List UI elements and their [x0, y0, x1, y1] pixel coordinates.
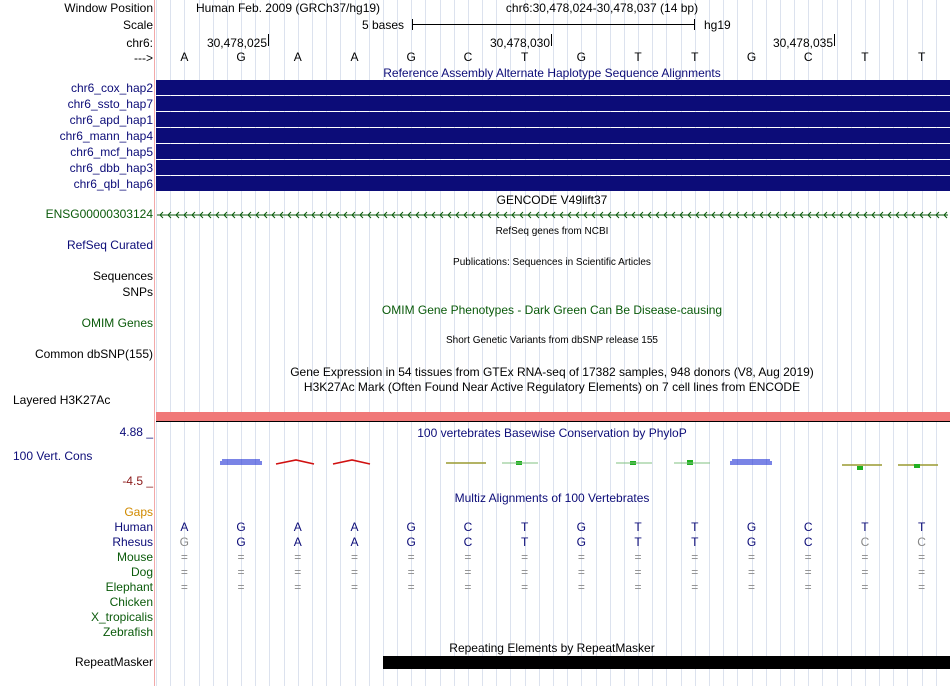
- conservation-max: 4.88 _: [119, 425, 153, 439]
- haplotype-label[interactable]: chr6_apd_hap1: [69, 113, 153, 127]
- aligned-base: =: [464, 580, 472, 594]
- position-readout: chr6:30,478,024-30,478,037 (14 bp): [505, 1, 699, 15]
- ref-base: T: [861, 50, 869, 64]
- omim-title: OMIM Gene Phenotypes - Dark Green Can Be Disease-causing: [381, 303, 723, 317]
- coord-tick: [551, 34, 552, 46]
- aligned-base: =: [180, 580, 188, 594]
- aligned-base: =: [294, 565, 302, 579]
- track-label-refseq[interactable]: RefSeq Curated: [66, 238, 153, 252]
- aligned-base: T: [634, 535, 642, 549]
- aligned-base: =: [691, 565, 699, 579]
- h3k27ac-title: H3K27Ac Mark (Often Found Near Active Regulatory Elements) on 7 cell lines from ENCODE: [303, 380, 801, 394]
- track-label-gaps: Gaps: [124, 505, 153, 519]
- aligned-base: =: [634, 580, 642, 594]
- aligned-base: =: [861, 565, 869, 579]
- ref-base: G: [406, 50, 416, 64]
- repeatmasker-element[interactable]: [383, 656, 950, 669]
- haplotype-bar[interactable]: [156, 96, 950, 111]
- ref-base: A: [293, 50, 302, 64]
- aligned-base: G: [179, 535, 190, 549]
- aligned-base: T: [520, 535, 529, 549]
- aligned-base: =: [464, 565, 472, 579]
- species-label[interactable]: Zebrafish: [102, 625, 153, 639]
- aligned-base: =: [237, 550, 245, 564]
- ref-base: T: [634, 50, 642, 64]
- species-label[interactable]: X_tropicalis: [90, 610, 153, 624]
- scale-bar-right-tick: [694, 19, 695, 30]
- ref-base: C: [463, 50, 473, 64]
- aligned-base: =: [747, 565, 755, 579]
- aligned-base: =: [350, 565, 358, 579]
- aligned-base: =: [237, 565, 245, 579]
- haplotype-label[interactable]: chr6_dbb_hap3: [69, 161, 153, 175]
- h3k27ac-signal[interactable]: [156, 412, 950, 421]
- ref-base: G: [746, 50, 757, 64]
- species-label[interactable]: Elephant: [105, 580, 153, 594]
- ref-base: G: [236, 50, 246, 64]
- chrom-label: chr6:: [126, 36, 153, 50]
- species-label[interactable]: Human: [114, 520, 153, 534]
- aligned-base: =: [407, 550, 415, 564]
- aligned-base: =: [464, 550, 472, 564]
- aligned-base: =: [861, 550, 869, 564]
- coord-tick: [268, 34, 269, 46]
- alt-haplotypes-title: Reference Assembly Alternate Haplotype Sequence Alignments: [383, 66, 721, 80]
- aligned-base: =: [747, 580, 755, 594]
- aligned-base: A: [293, 520, 302, 534]
- track-label-omim[interactable]: OMIM Genes: [81, 316, 153, 330]
- aligned-base: =: [691, 550, 699, 564]
- aligned-base: =: [577, 565, 585, 579]
- coord-tick-label: 30,478,030: [489, 36, 550, 50]
- aligned-base: =: [577, 550, 585, 564]
- scale-db: hg19: [704, 18, 731, 32]
- dbsnp-title: Short Genetic Variants from dbSNP release 155: [446, 335, 658, 346]
- aligned-base: C: [803, 520, 813, 534]
- aligned-base: =: [521, 550, 529, 564]
- aligned-base: G: [406, 520, 416, 534]
- aligned-base: G: [576, 535, 587, 549]
- h3k27ac-baseline: [156, 421, 950, 422]
- repeatmasker-title: Repeating Elements by RepeatMasker: [449, 641, 655, 655]
- aligned-base: C: [463, 520, 473, 534]
- refseq-title: RefSeq genes from NCBI: [495, 226, 609, 237]
- aligned-base: =: [861, 580, 869, 594]
- haplotype-bar[interactable]: [156, 160, 950, 175]
- aligned-base: T: [691, 535, 699, 549]
- scale-text: 5 bases: [362, 18, 405, 32]
- track-label-gencode[interactable]: ENSG00000303124: [45, 207, 153, 221]
- gtex-title: Gene Expression in 54 tissues from GTEx RNA-seq of 17382 samples, 948 donors (V8, Aug 2019): [290, 365, 814, 379]
- haplotype-bar[interactable]: [156, 80, 950, 95]
- track-label-repeatmasker[interactable]: RepeatMasker: [74, 655, 153, 669]
- track-label-h3k27ac[interactable]: Layered H3K27Ac: [13, 393, 111, 407]
- scale-label: Scale: [122, 18, 153, 32]
- aligned-base: =: [237, 580, 245, 594]
- scale-bar-left-tick: [412, 19, 413, 30]
- aligned-base: =: [804, 565, 812, 579]
- aligned-base: =: [407, 580, 415, 594]
- assembly-title: Human Feb. 2009 (GRCh37/hg19): [195, 1, 381, 15]
- aligned-base: =: [521, 580, 529, 594]
- sequences-title: Publications: Sequences in Scientific Articles: [453, 257, 651, 268]
- ref-base: T: [917, 50, 926, 64]
- aligned-base: =: [294, 580, 302, 594]
- aligned-base: =: [691, 580, 699, 594]
- aligned-base: G: [236, 535, 246, 549]
- haplotype-label[interactable]: chr6_mcf_hap5: [70, 145, 153, 159]
- haplotype-bar[interactable]: [156, 112, 950, 127]
- track-area[interactable]: [156, 0, 950, 686]
- ref-base: A: [180, 50, 189, 64]
- aligned-base: A: [293, 535, 302, 549]
- aligned-base: =: [350, 550, 358, 564]
- track-label-snps[interactable]: SNPs: [122, 285, 153, 299]
- coord-tick-label: 30,478,025: [206, 36, 267, 50]
- aligned-base: =: [577, 580, 585, 594]
- aligned-base: T: [917, 520, 926, 534]
- track-label-conservation[interactable]: 100 Vert. Cons: [13, 449, 93, 463]
- scale-bar: [412, 24, 695, 25]
- aligned-base: =: [918, 580, 926, 594]
- aligned-base: =: [180, 550, 188, 564]
- haplotype-bar[interactable]: [156, 176, 950, 191]
- aligned-base: A: [350, 520, 359, 534]
- aligned-base: A: [350, 535, 359, 549]
- aligned-base: C: [803, 535, 813, 549]
- strand-label: --->: [134, 51, 153, 65]
- aligned-base: T: [520, 520, 529, 534]
- aligned-base: C: [917, 535, 926, 549]
- haplotype-label[interactable]: chr6_cox_hap2: [70, 81, 153, 95]
- ref-base: T: [691, 50, 699, 64]
- conservation-wiggle[interactable]: [156, 454, 950, 472]
- track-label-sequences[interactable]: Sequences: [92, 269, 153, 283]
- haplotype-label[interactable]: chr6_qbl_hap6: [73, 177, 153, 191]
- haplotype-label[interactable]: chr6_mann_hap4: [59, 129, 153, 143]
- coord-tick: [834, 34, 835, 46]
- aligned-base: C: [860, 535, 870, 549]
- ref-base: T: [520, 50, 529, 64]
- ref-base: C: [803, 50, 813, 64]
- haplotype-label[interactable]: chr6_ssto_hap7: [67, 97, 153, 111]
- aligned-base: T: [691, 520, 699, 534]
- aligned-base: =: [747, 550, 755, 564]
- aligned-base: C: [463, 535, 473, 549]
- aligned-base: T: [861, 520, 869, 534]
- ref-base: A: [350, 50, 359, 64]
- species-label[interactable]: Mouse: [116, 550, 153, 564]
- aligned-base: =: [804, 580, 812, 594]
- aligned-base: =: [294, 550, 302, 564]
- species-label[interactable]: Rhesus: [112, 535, 153, 549]
- aligned-base: =: [634, 565, 642, 579]
- conservation-min: -4.5 _: [122, 474, 153, 488]
- aligned-base: =: [804, 550, 812, 564]
- coord-tick-label: 30,478,035: [772, 36, 833, 50]
- aligned-base: G: [746, 535, 757, 549]
- track-label-dbsnp[interactable]: Common dbSNP(155): [34, 347, 153, 361]
- aligned-base: =: [180, 565, 188, 579]
- species-label[interactable]: Dog: [130, 565, 153, 579]
- haplotype-bar[interactable]: [156, 144, 950, 159]
- aligned-base: T: [634, 520, 642, 534]
- gencode-title: GENCODE V49lift37: [496, 193, 608, 207]
- ref-base: G: [576, 50, 587, 64]
- aligned-base: G: [576, 520, 587, 534]
- aligned-base: =: [634, 550, 642, 564]
- aligned-base: G: [236, 520, 246, 534]
- aligned-base: =: [918, 550, 926, 564]
- haplotype-bar[interactable]: [156, 128, 950, 143]
- aligned-base: A: [180, 520, 189, 534]
- gencode-gene-track[interactable]: [156, 208, 950, 222]
- window-position-label: Window Position: [64, 1, 153, 15]
- aligned-base: G: [746, 520, 757, 534]
- aligned-base: =: [521, 565, 529, 579]
- aligned-base: =: [918, 565, 926, 579]
- species-label[interactable]: Chicken: [109, 595, 153, 609]
- aligned-base: =: [407, 565, 415, 579]
- conservation-title: 100 vertebrates Basewise Conservation by PhyloP: [417, 426, 687, 440]
- label-divider: [154, 0, 155, 686]
- aligned-base: =: [350, 580, 358, 594]
- aligned-base: G: [406, 535, 416, 549]
- multiz-title: Multiz Alignments of 100 Vertebrates: [454, 491, 650, 505]
